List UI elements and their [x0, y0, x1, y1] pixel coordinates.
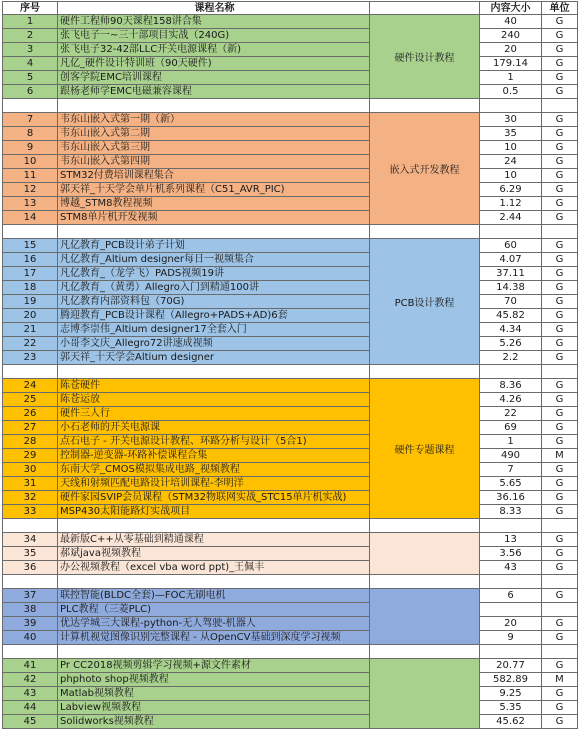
row-index: 41	[2, 659, 58, 673]
separator-cell	[370, 365, 480, 379]
row-course-name: 东南大学_CMOS模拟集成电路_视频教程	[58, 463, 370, 477]
category-label	[370, 589, 480, 645]
row-unit: G	[542, 85, 578, 99]
separator-cell	[58, 575, 370, 589]
table-row	[2, 43, 578, 57]
row-unit: G	[542, 113, 578, 127]
row-course-name: phphoto shop视频教程	[58, 673, 370, 687]
row-course-name: 点石电子 - 开关电源设计教程、环路分析与设计（5合1)	[58, 435, 370, 449]
row-course-name: 创客学院EMC培训课程	[58, 71, 370, 85]
row-course-name: 硬件工程师90天课程158讲合集	[58, 15, 370, 29]
row-index: 17	[2, 267, 58, 281]
row-unit: G	[542, 211, 578, 225]
row-size: 22	[480, 407, 542, 421]
row-size: 2.44	[480, 211, 542, 225]
row-unit: G	[542, 351, 578, 365]
row-size: 43	[480, 561, 542, 575]
row-course-name: 计算机视觉图像识别完整课程 - 从OpenCV基础到深度学习视频	[58, 631, 370, 645]
row-unit: G	[542, 71, 578, 85]
table-row	[2, 477, 578, 491]
row-course-name: STM8单片机开发视频	[58, 211, 370, 225]
separator-cell	[370, 519, 480, 533]
row-size: 0.5	[480, 85, 542, 99]
row-index: 13	[2, 197, 58, 211]
separator-cell	[58, 225, 370, 239]
table-row	[2, 57, 578, 71]
row-index: 43	[2, 687, 58, 701]
row-index: 6	[2, 85, 58, 99]
table-row	[2, 71, 578, 85]
table-row	[2, 113, 578, 127]
row-course-name: 韦东山嵌入式第二期	[58, 127, 370, 141]
row-course-name: 凡亿教育_PCB设计弟子计划	[58, 239, 370, 253]
row-course-name: Matlab视频教程	[58, 687, 370, 701]
row-index: 9	[2, 141, 58, 155]
table-row	[2, 169, 578, 183]
separator-cell	[58, 645, 370, 659]
separator-cell	[2, 519, 58, 533]
row-size: 9	[480, 631, 542, 645]
row-index: 26	[2, 407, 58, 421]
separator-cell	[58, 519, 370, 533]
row-course-name: MSP430太阳能路灯实战项目	[58, 505, 370, 519]
row-course-name: 凡亿教育_（龙学飞）PADS视频19讲	[58, 267, 370, 281]
row-size: 30	[480, 113, 542, 127]
row-unit: G	[542, 379, 578, 393]
separator-cell	[542, 99, 578, 113]
separator-cell	[370, 645, 480, 659]
row-index: 16	[2, 253, 58, 267]
row-unit: G	[542, 337, 578, 351]
row-size: 14.38	[480, 281, 542, 295]
row-unit: M	[542, 449, 578, 463]
table-row	[2, 253, 578, 267]
row-unit: G	[542, 617, 578, 631]
row-index: 42	[2, 673, 58, 687]
row-unit: G	[542, 715, 578, 729]
row-course-name: 郭天祥_十天学会Altium designer	[58, 351, 370, 365]
row-course-name: 韦东山嵌入式第四期	[58, 155, 370, 169]
row-index: 37	[2, 589, 58, 603]
category-label	[370, 659, 480, 729]
separator-cell	[480, 365, 542, 379]
table-row	[2, 295, 578, 309]
row-unit: G	[542, 253, 578, 267]
row-course-name: 志博李崇伟_Altium designer17全套入门	[58, 323, 370, 337]
category-label: 硬件设计教程	[370, 15, 480, 99]
separator-cell	[480, 225, 542, 239]
row-index: 27	[2, 421, 58, 435]
row-course-name: 张飞电子一~三十部项目实战（240G)	[58, 29, 370, 43]
row-course-name: 陈苍运放	[58, 393, 370, 407]
separator-row	[2, 575, 578, 589]
row-index: 5	[2, 71, 58, 85]
row-index: 35	[2, 547, 58, 561]
row-course-name: 博越_STM8教程视频	[58, 197, 370, 211]
row-course-name: 韦东山嵌入式第三期	[58, 141, 370, 155]
row-size: 1.12	[480, 197, 542, 211]
row-index: 3	[2, 43, 58, 57]
separator-cell	[542, 225, 578, 239]
row-index: 38	[2, 603, 58, 617]
separator-cell	[2, 645, 58, 659]
table-row	[2, 701, 578, 715]
row-course-name: 腾迎教育_PCB设计课程（Allegro+PADS+AD)6套	[58, 309, 370, 323]
row-course-name: Labview视频教程	[58, 701, 370, 715]
separator-row	[2, 365, 578, 379]
row-index: 23	[2, 351, 58, 365]
row-unit: G	[542, 589, 578, 603]
row-unit: G	[542, 29, 578, 43]
row-index: 30	[2, 463, 58, 477]
row-unit: G	[542, 477, 578, 491]
table-row	[2, 211, 578, 225]
row-unit: G	[542, 393, 578, 407]
header-course-name: 课程名称	[58, 1, 370, 15]
table-row	[2, 15, 578, 29]
table-row	[2, 323, 578, 337]
row-size: 20	[480, 617, 542, 631]
row-unit	[542, 603, 578, 617]
table-row	[2, 197, 578, 211]
row-unit: M	[542, 673, 578, 687]
row-index: 10	[2, 155, 58, 169]
row-index: 44	[2, 701, 58, 715]
row-unit: G	[542, 141, 578, 155]
table-row	[2, 463, 578, 477]
row-unit: G	[542, 267, 578, 281]
row-index: 2	[2, 29, 58, 43]
row-size: 60	[480, 239, 542, 253]
row-index: 18	[2, 281, 58, 295]
row-size: 6.29	[480, 183, 542, 197]
row-unit: G	[542, 323, 578, 337]
category-label: 硬件专题课程	[370, 379, 480, 519]
separator-cell	[2, 365, 58, 379]
row-size: 40	[480, 15, 542, 29]
header-category	[370, 1, 480, 15]
header-unit: 单位	[542, 1, 578, 15]
row-index: 36	[2, 561, 58, 575]
separator-cell	[370, 225, 480, 239]
row-index: 1	[2, 15, 58, 29]
row-unit: G	[542, 295, 578, 309]
separator-cell	[2, 575, 58, 589]
row-index: 12	[2, 183, 58, 197]
row-size: 582.89	[480, 673, 542, 687]
row-unit: G	[542, 631, 578, 645]
separator-cell	[542, 365, 578, 379]
table-row	[2, 281, 578, 295]
table-row	[2, 407, 578, 421]
separator-cell	[480, 99, 542, 113]
table-row	[2, 617, 578, 631]
table-row	[2, 631, 578, 645]
table-row	[2, 239, 578, 253]
row-size: 8.36	[480, 379, 542, 393]
row-course-name: STM32付费培训课程集合	[58, 169, 370, 183]
row-size: 13	[480, 533, 542, 547]
row-course-name: 张飞电子32-42部LLC开关电源课程（新)	[58, 43, 370, 57]
row-size: 240	[480, 29, 542, 43]
table-row	[2, 491, 578, 505]
row-course-name: 跟杨老师学EMC电磁兼容课程	[58, 85, 370, 99]
separator-cell	[370, 575, 480, 589]
row-size: 69	[480, 421, 542, 435]
row-unit: G	[542, 407, 578, 421]
table-row	[2, 155, 578, 169]
row-size: 9.25	[480, 687, 542, 701]
row-course-name: 郝斌java视频教程	[58, 547, 370, 561]
row-index: 11	[2, 169, 58, 183]
row-size: 20	[480, 43, 542, 57]
row-unit: G	[542, 687, 578, 701]
row-unit: G	[542, 547, 578, 561]
row-unit: G	[542, 155, 578, 169]
table-header-row	[2, 1, 578, 15]
separator-row	[2, 99, 578, 113]
table-row	[2, 393, 578, 407]
table-row	[2, 141, 578, 155]
separator-cell	[480, 519, 542, 533]
row-unit: G	[542, 15, 578, 29]
row-index: 14	[2, 211, 58, 225]
row-size: 24	[480, 155, 542, 169]
row-index: 29	[2, 449, 58, 463]
table-row	[2, 659, 578, 673]
separator-cell	[542, 519, 578, 533]
row-unit: G	[542, 309, 578, 323]
table-row	[2, 603, 578, 617]
row-index: 39	[2, 617, 58, 631]
row-unit: G	[542, 169, 578, 183]
row-size: 4.34	[480, 323, 542, 337]
row-course-name: 最新版C++从零基础到精通课程	[58, 533, 370, 547]
table-row	[2, 351, 578, 365]
row-index: 7	[2, 113, 58, 127]
row-unit: G	[542, 659, 578, 673]
row-unit: G	[542, 463, 578, 477]
row-index: 32	[2, 491, 58, 505]
row-course-name: 韦东山嵌入式第一期（新）	[58, 113, 370, 127]
row-course-name: 优达学城三大课程-python-无人驾驶-机器人	[58, 617, 370, 631]
row-course-name: 办公视频教程（excel vba word ppt)_王佩丰	[58, 561, 370, 575]
row-index: 31	[2, 477, 58, 491]
row-index: 15	[2, 239, 58, 253]
row-size: 10	[480, 141, 542, 155]
table-row	[2, 687, 578, 701]
row-size: 2.2	[480, 351, 542, 365]
row-course-name: Pr CC2018视频剪辑学习视频+源文件素材	[58, 659, 370, 673]
row-index: 28	[2, 435, 58, 449]
separator-cell	[2, 225, 58, 239]
row-index: 40	[2, 631, 58, 645]
table-row	[2, 505, 578, 519]
row-size	[480, 603, 542, 617]
separator-cell	[480, 575, 542, 589]
row-unit: G	[542, 491, 578, 505]
separator-cell	[2, 99, 58, 113]
row-unit: G	[542, 57, 578, 71]
row-index: 45	[2, 715, 58, 729]
row-course-name: 天线和射频匹配电路设计培训课程-李明洋	[58, 477, 370, 491]
row-size: 5.35	[480, 701, 542, 715]
separator-cell	[370, 99, 480, 113]
table-row	[2, 337, 578, 351]
separator-cell	[58, 365, 370, 379]
table-row	[2, 309, 578, 323]
row-course-name: 联控智能(BLDC全套)—FOC无刷电机	[58, 589, 370, 603]
row-size: 8.33	[480, 505, 542, 519]
row-unit: G	[542, 421, 578, 435]
row-course-name: 硬件三人行	[58, 407, 370, 421]
row-size: 6	[480, 589, 542, 603]
row-unit: G	[542, 505, 578, 519]
category-label: PCB设计教程	[370, 239, 480, 365]
row-course-name: 凡亿教育_（黄勇）Allegro入门到精通100讲	[58, 281, 370, 295]
category-label	[370, 533, 480, 575]
table-row	[2, 29, 578, 43]
row-unit: G	[542, 197, 578, 211]
table-row	[2, 183, 578, 197]
table-row	[2, 127, 578, 141]
table-row	[2, 435, 578, 449]
table-row	[2, 547, 578, 561]
header-index: 序号	[2, 1, 58, 15]
row-size: 36.16	[480, 491, 542, 505]
row-size: 3.56	[480, 547, 542, 561]
row-course-name: 小石老师的开关电源课	[58, 421, 370, 435]
table-row	[2, 589, 578, 603]
row-course-name: 凡亿教育_Altium designer每日一视频集合	[58, 253, 370, 267]
row-unit: G	[542, 239, 578, 253]
row-unit: G	[542, 435, 578, 449]
row-course-name: 硬件家园SVIP会员课程（STM32物联网实战_STC15单片机实战)	[58, 491, 370, 505]
separator-cell	[542, 645, 578, 659]
row-index: 22	[2, 337, 58, 351]
separator-cell	[542, 575, 578, 589]
row-unit: G	[542, 183, 578, 197]
table-row	[2, 561, 578, 575]
table-row	[2, 449, 578, 463]
row-size: 37.11	[480, 267, 542, 281]
separator-cell	[480, 645, 542, 659]
row-size: 5.65	[480, 477, 542, 491]
table-row	[2, 267, 578, 281]
row-course-name: PLC教程（三菱PLC)	[58, 603, 370, 617]
row-unit: G	[542, 701, 578, 715]
row-course-name: 小哥李文庆_Allegro72讲速成视频	[58, 337, 370, 351]
row-course-name: 郭天祥_十天学会单片机系列课程（C51_AVR_PIC)	[58, 183, 370, 197]
row-size: 45.82	[480, 309, 542, 323]
row-size: 4.26	[480, 393, 542, 407]
row-index: 4	[2, 57, 58, 71]
row-course-name: 凡亿教育内部资料包（70G)	[58, 295, 370, 309]
row-course-name: 凡亿_硬件设计特训班（90天硬件)	[58, 57, 370, 71]
row-size: 45.62	[480, 715, 542, 729]
row-course-name: 控制器-逆变器-环路补偿课程合集	[58, 449, 370, 463]
row-size: 1	[480, 71, 542, 85]
row-index: 34	[2, 533, 58, 547]
category-label: 嵌入式开发教程	[370, 113, 480, 225]
table-row	[2, 715, 578, 729]
row-unit: G	[542, 127, 578, 141]
row-size: 4.07	[480, 253, 542, 267]
row-size: 5.26	[480, 337, 542, 351]
row-size: 7	[480, 463, 542, 477]
row-unit: G	[542, 533, 578, 547]
table-row	[2, 85, 578, 99]
row-index: 25	[2, 393, 58, 407]
row-index: 21	[2, 323, 58, 337]
row-index: 19	[2, 295, 58, 309]
row-unit: G	[542, 43, 578, 57]
row-size: 490	[480, 449, 542, 463]
row-size: 179.14	[480, 57, 542, 71]
header-size: 内容大小	[480, 1, 542, 15]
row-course-name: Solidworks视频教程	[58, 715, 370, 729]
row-unit: G	[542, 281, 578, 295]
row-size: 1	[480, 435, 542, 449]
row-unit: G	[542, 561, 578, 575]
row-size: 10	[480, 169, 542, 183]
row-index: 20	[2, 309, 58, 323]
row-index: 24	[2, 379, 58, 393]
row-index: 33	[2, 505, 58, 519]
row-size: 35	[480, 127, 542, 141]
row-size: 20.77	[480, 659, 542, 673]
separator-cell	[58, 99, 370, 113]
table-row	[2, 533, 578, 547]
table-row	[2, 379, 578, 393]
row-index: 8	[2, 127, 58, 141]
row-size: 70	[480, 295, 542, 309]
separator-row	[2, 519, 578, 533]
table-row	[2, 673, 578, 687]
separator-row	[2, 225, 578, 239]
table-row	[2, 421, 578, 435]
row-course-name: 陈苍硬件	[58, 379, 370, 393]
separator-row	[2, 645, 578, 659]
